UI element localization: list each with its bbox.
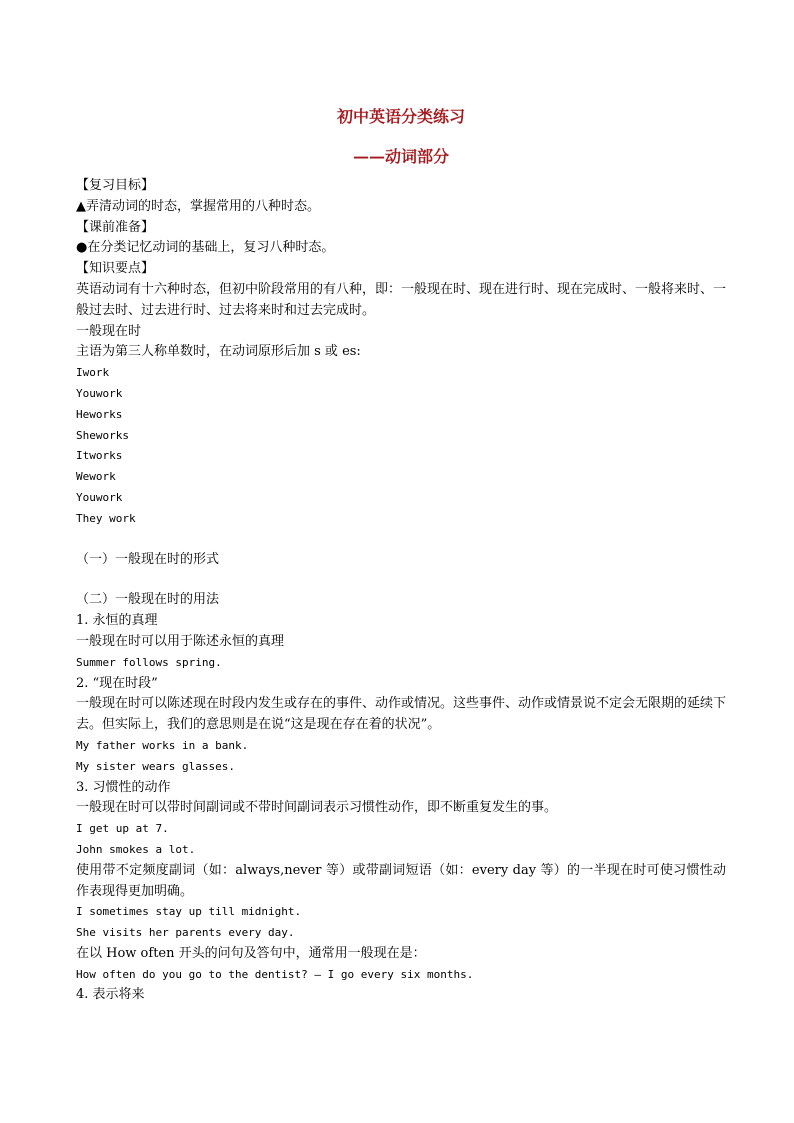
use-2-description: 一般现在时可以陈述现在时段内发生或存在的事件、动作或情况。这些事件、动作或情景说不定会无限期的延续下去。但实际上，我们的意思则是在说“这是现在存在着的状况”。 [76,696,727,733]
spacer [76,530,726,550]
use-3-heading: 3. 习惯性的动作 [76,779,171,795]
conjugation-line: Youwork [76,386,123,400]
prep-item: ●在分类记忆动词的基础上，复习八种时态。 [76,240,335,256]
example-sentence: Summer follows spring. [76,655,222,669]
conjugation-line: Heworks [76,407,123,421]
intro-paragraph: 英语动词有十六种时态，但初中阶段常用的有八种，即：一般现在时、现在进行时、现在完成时、一般将来时、一般过去时、过去进行时、过去将来时和过去完成时。 [76,281,727,318]
use-4-heading: 4. 表示将来 [76,987,145,1003]
use-1-description: 一般现在时可以用于陈述永恒的真理 [76,633,285,649]
section-1-heading: （一）一般现在时的形式 [76,551,220,567]
example-sentence: My father works in a bank. [76,738,249,752]
conjugation-line: Iwork [76,366,110,380]
example-sentence: My sister wears glasses. [76,759,235,773]
conjugation-line: Youwork [76,490,123,504]
conjugation-line: Wework [76,470,116,484]
document-title: 初中英语分类练习 [336,107,465,126]
review-goal-item: ▲弄清动词的时态，掌握常用的八种时态。 [76,198,320,214]
points-heading: 【知识要点】 [76,261,155,277]
prep-heading: 【课前准备】 [76,219,155,235]
conjugation-line: Itworks [76,449,123,463]
document-page [76,104,726,1006]
example-sentence: John smokes a lot. [76,842,196,856]
review-goal-heading: 【复习目标】 [76,178,155,193]
example-sentence: How often do you go to the dentist? – I go every six months. [76,967,474,981]
conjugation-line: They work [76,511,136,525]
spacer [76,570,726,590]
example-sentence: I get up at 7. [76,822,169,836]
use-3-description: 一般现在时可以带时间副词或不带时间副词表示习惯性动作，即不断重复发生的事。 [76,800,558,816]
simple-present-heading: 一般现在时 [76,323,142,339]
example-sentence: She visits her parents every day. [76,926,295,940]
use-3-description-2: 使用带不定频度副词（如：always,never 等）或带副词短语（如：every day 等）的一半现在时可使习惯性动作表现得更加明确。 [76,862,726,899]
conjugation-line: Sheworks [76,428,129,442]
how-often-description: 在以 How often 开头的问句及答句中，通常用一般现在是： [76,945,426,961]
third-person-rule: 主语为第三人称单数时，在动词原形后加 s 或 es: [76,344,361,360]
use-2-heading: 2. “现在时段” [76,675,158,691]
section-2-heading: （二）一般现在时的用法 [76,592,220,608]
document-subtitle: ——动词部分 [352,147,449,166]
example-sentence: I sometimes stay up till midnight. [76,905,302,919]
use-1-heading: 1. 永恒的真理 [76,613,158,629]
